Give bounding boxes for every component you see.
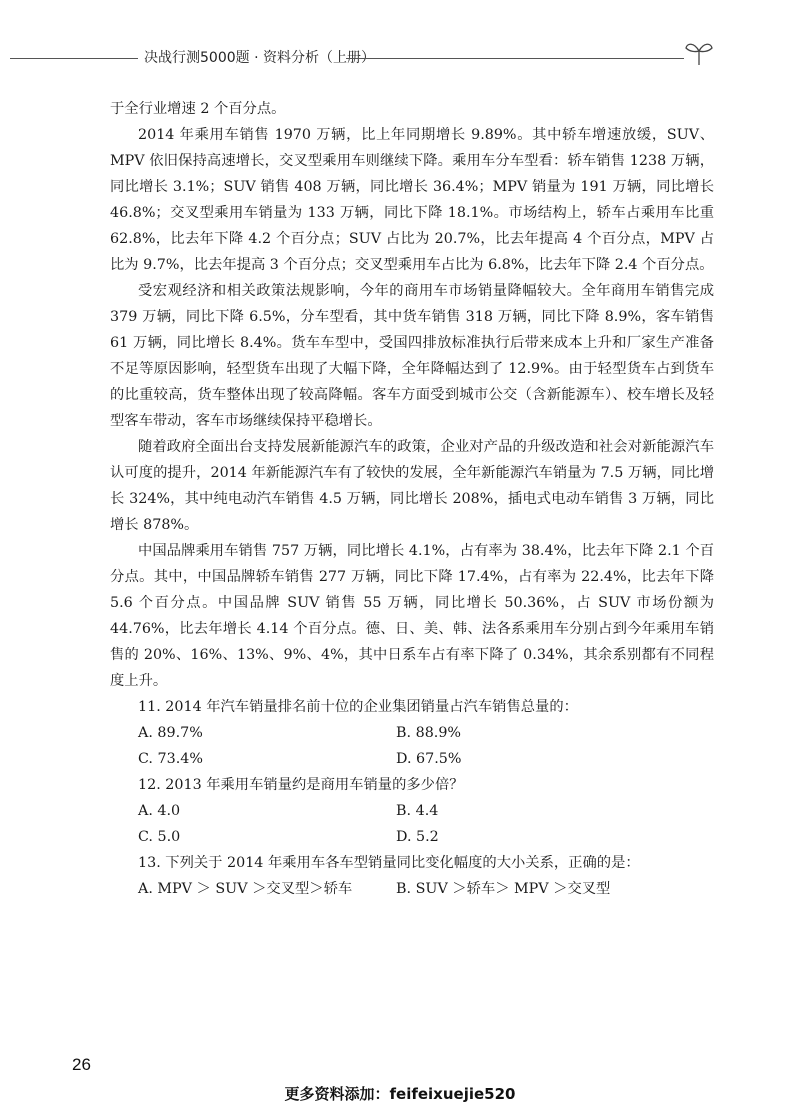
option-c: C. 73.4% (138, 751, 203, 767)
page-body (110, 96, 714, 902)
paragraph-commercial-vehicles: 受宏观经济和相关政策法规影响，今年的商用车市场销量降幅较大。全年商用车销售完成 379 万辆，同比下降 6.5%，分车型看，其中货车销售 318 万辆，同比下降 8.9%，客车销售 61 万辆，同比增长 8.4%。货车车型中，受国四排放标准执行后带来成本上升和厂家生产准备不足等原因影响，轻型货车出现了大幅下降，全年降幅达到了 12.9%。由于轻型货车占到货车的比重较高，货车整体出现了较高降幅。客车方面受到城市公交（含新能源车）、校车增长及轻型客车带动，客车市场继续保持平稳增长。 (110, 283, 714, 429)
header-rule-right (346, 58, 684, 59)
running-header (0, 38, 800, 78)
header-title: 决战行测5000题 · 资料分析（上册） (144, 50, 375, 66)
paragraph-new-energy: 随着政府全面出台支持发展新能源汽车的政策，企业对产品的升级改造和社会对新能源汽车认可度的提升，2014 年新能源汽车有了较快的发展，全年新能源汽车销量为 7.5 万辆，同比增长 324%，其中纯电动汽车销售 4.5 万辆，同比增长 208%，插电式电动车销售 3 万辆，同比增长 878%。 (110, 439, 714, 533)
option-d: D. 5.2 (396, 829, 439, 845)
sprout-icon (684, 40, 714, 66)
option-b: B. 4.4 (396, 803, 439, 819)
question-11-options-row-2 (110, 746, 714, 772)
option-c: C. 5.0 (138, 829, 181, 845)
question-13-stem: 13. 下列关于 2014 年乘用车各车型销量同比变化幅度的大小关系，正确的是： (138, 855, 640, 871)
question-12-stem: 12. 2013 年乘用车销量约是商用车销量的多少倍？ (138, 777, 464, 793)
option-d: D. 67.5% (396, 751, 462, 767)
paragraph-chinese-brands: 中国品牌乘用车销售 757 万辆，同比增长 4.1%，占有率为 38.4%，比去年下降 2.1 个百分点。其中，中国品牌轿车销售 277 万辆，同比下降 17.4%，占有率为 22.4%，比去年下降 5.6 个百分点。中国品牌 SUV 销售 55 万辆，同比增长 50.36%，占 SUV 市场份额为 44.76%，比去年增长 4.14 个百分点。德、日、美、韩、法各系乘用车分别占到今年乘用车销售的 20%、16%、13%、9%、4%，其中日系车占有率下降了 0.34%，其余系别都有不同程度上升。 (110, 543, 714, 689)
page-number: 26 (72, 1055, 91, 1074)
footer-note: 更多资料添加：feifeixuejie520 (284, 1085, 516, 1103)
paragraph-passenger-cars: 2014 年乘用车销售 1970 万辆，比上年同期增长 9.89%。其中轿车增速放缓，SUV、MPV 依旧保持高速增长，交叉型乘用车则继续下降。乘用车分车型看：轿车销售 1238 万辆，同比增长 3.1%；SUV 销售 408 万辆，同比增长 36.4%；MPV 销量为 191 万辆，同比增长 46.8%；交叉型乘用车销量为 133 万辆，同比下降 18.1%。市场结构上，轿车占乘用车比重 62.8%，比去年下降 4.2 个百分点；SUV 占比为 20.7%，比去年提高 4 个百分点，MPV 占比为 9.7%，比去年提高 3 个百分点；交叉型乘用车占比为 6.8%，比去年下降 2.4 个百分点。 (110, 127, 714, 273)
header-rule-left (10, 58, 138, 59)
option-a: A. 4.0 (138, 803, 181, 819)
question-11-options-row-1 (110, 720, 714, 746)
question-13-options-row-1 (110, 876, 714, 902)
question-12-options-row-2 (110, 824, 714, 850)
option-a: A. MPV ＞ SUV ＞交叉型＞轿车 (138, 881, 353, 897)
option-b: B. SUV ＞轿车＞ MPV ＞交叉型 (396, 881, 611, 897)
option-a: A. 89.7% (138, 725, 203, 741)
option-b: B. 88.9% (396, 725, 462, 741)
paragraph-continued: 于全行业增速 2 个百分点。 (110, 101, 286, 117)
question-11-stem: 11. 2014 年汽车销量排名前十位的企业集团销量占汽车销售总量的： (138, 699, 578, 715)
question-12-options-row-1 (110, 798, 714, 824)
